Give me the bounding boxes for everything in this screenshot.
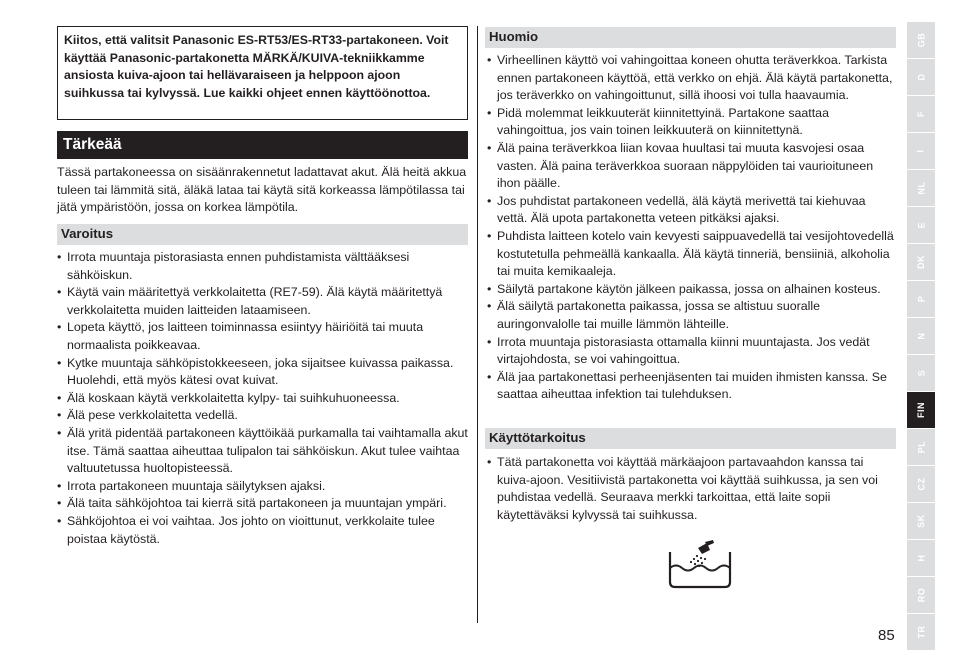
intro-box bbox=[57, 26, 468, 120]
note-list bbox=[487, 52, 897, 404]
list-item: • Virheellinen käyttö voi vahingoittaa koneen ohutta teräverkkoa. Tarkista ennen partakoneen käyttöä, että verkko on ehjä. Älä käytä partakonetta, jos teräverkko on vahingoittunut, sillä ihoosi voi tulla haavaumia. bbox=[487, 52, 897, 105]
important-text: Tässä partakoneessa on sisäänrakennetut ladattavat akut. Älä heitä akkua tuleen tai lämmitä sitä, äläkä lataa tai käytä sitä korkeassa lämpötilassa tai jätä ympäristöön, jossa on korkea lämpötila. bbox=[57, 165, 467, 215]
bath-shower-icon bbox=[667, 538, 733, 590]
lang-tab-n[interactable]: N bbox=[907, 318, 935, 355]
lang-tab-cz[interactable]: CZ bbox=[907, 466, 935, 503]
list-item: • Älä säilytä partakonetta paikassa, jossa se altistuu suoralle auringonvalolle tai muille lämmön lähteille. bbox=[487, 298, 897, 333]
lang-tab-ro[interactable]: RO bbox=[907, 577, 935, 614]
note-heading: Huomio bbox=[485, 27, 896, 48]
column-divider bbox=[477, 26, 478, 623]
list-item: • Irrota muuntaja pistorasiasta ennen puhdistamista välttääksesi sähköiskun. bbox=[57, 249, 469, 284]
lang-tab-s[interactable]: S bbox=[907, 355, 935, 392]
list-item: • Älä koskaan käytä verkkolaitetta kylpy- tai suihkuhuoneessa. bbox=[57, 390, 469, 408]
lang-tab-f[interactable]: F bbox=[907, 96, 935, 133]
list-item: • Pidä molemmat leikkuuterät kiinnitettyinä. Partakone saattaa vahingoittua, jos vain toinen leikkuuterä on kiinnitettynä. bbox=[487, 105, 897, 140]
lang-tab-pl[interactable]: PL bbox=[907, 429, 935, 466]
lang-tab-fin[interactable]: FIN bbox=[907, 392, 935, 429]
intended-use-heading: Käyttötarkoitus bbox=[485, 428, 896, 449]
lang-tab-d[interactable]: D bbox=[907, 59, 935, 96]
list-item: • Älä yritä pidentää partakoneen käyttöikää purkamalla tai vaihtamalla akut itse. Tämä saattaa aiheuttaa tulipalon tai sähköiskun. Akut tulee vaihtaa valtuutetussa huoltopisteessä. bbox=[57, 425, 469, 478]
language-tabs bbox=[907, 22, 935, 651]
lang-tab-e[interactable]: E bbox=[907, 207, 935, 244]
lang-tab-nl[interactable]: NL bbox=[907, 170, 935, 207]
list-item: • Älä jaa partakonettasi perheenjäsenten tai muiden ihmisten kanssa. Se saattaa aiheuttaa infektion tai tulehduksen. bbox=[487, 369, 897, 404]
lang-tab-i[interactable]: I bbox=[907, 133, 935, 170]
lang-tab-p[interactable]: P bbox=[907, 281, 935, 318]
lang-tab-h[interactable]: H bbox=[907, 540, 935, 577]
list-item: • Sähköjohtoa ei voi vaihtaa. Jos johto on vioittunut, verkkolaite tulee poistaa käytöstä. bbox=[57, 513, 469, 548]
warning-list bbox=[57, 249, 469, 548]
lang-tab-gb[interactable]: GB bbox=[907, 22, 935, 59]
list-item: • Irrota partakoneen muuntaja säilytyksen ajaksi. bbox=[57, 478, 469, 496]
list-item: • Kytke muuntaja sähköpistokkeeseen, joka sijaitsee kuivassa paikassa. Huolehdi, että myös kätesi ovat kuivat. bbox=[57, 355, 469, 390]
list-item: • Lopeta käyttö, jos laitteen toiminnassa esiintyy häiriöitä tai muuta normaalista poikkeavaa. bbox=[57, 319, 469, 354]
list-item: • Älä taita sähköjohtoa tai kierrä sitä partakoneen ja muuntajan ympäri. bbox=[57, 495, 469, 513]
list-item: • Jos puhdistat partakoneen vedellä, älä käytä merivettä tai kiehuvaa vettä. Älä upota partakonetta veteen pitkäksi ajaksi. bbox=[487, 193, 897, 228]
list-item: • Irrota muuntaja pistorasiasta ottamalla kiinni muuntajasta. Jos vedät virtajohdosta, se voi vahingoittua. bbox=[487, 334, 897, 369]
list-item: • Säilytä partakone käytön jälkeen paikassa, jossa on alhainen kosteus. bbox=[487, 281, 897, 299]
lang-tab-tr[interactable]: TR bbox=[907, 614, 935, 651]
lang-tab-dk[interactable]: DK bbox=[907, 244, 935, 281]
page-number: 85 bbox=[878, 627, 895, 644]
intended-use-list bbox=[487, 454, 897, 524]
warning-heading: Varoitus bbox=[57, 224, 468, 245]
lang-tab-sk[interactable]: SK bbox=[907, 503, 935, 540]
intro-text: Kiitos, että valitsit Panasonic ES-RT53/ES-RT33-partakoneen. Voit käyttää Panasonic-partakonetta MÄRKÄ/KUIVA-tekniikkamme ansiosta kuiva-ajoon tai hellävaraiseen ja helppoon ajoon suihkussa tai kylvyssä. Lue kaikki ohjeet ennen käyttöönottoa. bbox=[64, 33, 449, 100]
list-item: • Puhdista laitteen kotelo vain kevyesti saippuavedellä tai vesijohtovedellä kostutetulla pehmeällä kankaalla. Älä käytä tinneriä, bensiiniä, alkoholia tai muita kemikaaleja. bbox=[487, 228, 897, 281]
important-heading: Tärkeää bbox=[57, 131, 468, 159]
list-item: • Älä pese verkkolaitetta vedellä. bbox=[57, 407, 469, 425]
list-item: • Tätä partakonetta voi käyttää märkäajoon partavaahdon kanssa tai kuiva-ajoon. Vesitiivistä partakonetta voi käyttää suihkussa, ja sen voi puhdistaa vedellä. Seuraava merkki tarkoittaa, että laite sopii käytettäväksi kylvyssä tai suihkussa. bbox=[487, 454, 897, 524]
list-item: • Älä paina teräverkkoa liian kovaa huultasi tai muuta kasvojesi osaa vasten. Älä paina teräverkkoa suoraan näppylöiden tai vaurioituneen ihon päälle. bbox=[487, 140, 897, 193]
list-item: • Käytä vain määritettyä verkkolaitetta (RE7-59). Älä käytä määritettyä verkkolaitetta muiden laitteiden lataamiseen. bbox=[57, 284, 469, 319]
